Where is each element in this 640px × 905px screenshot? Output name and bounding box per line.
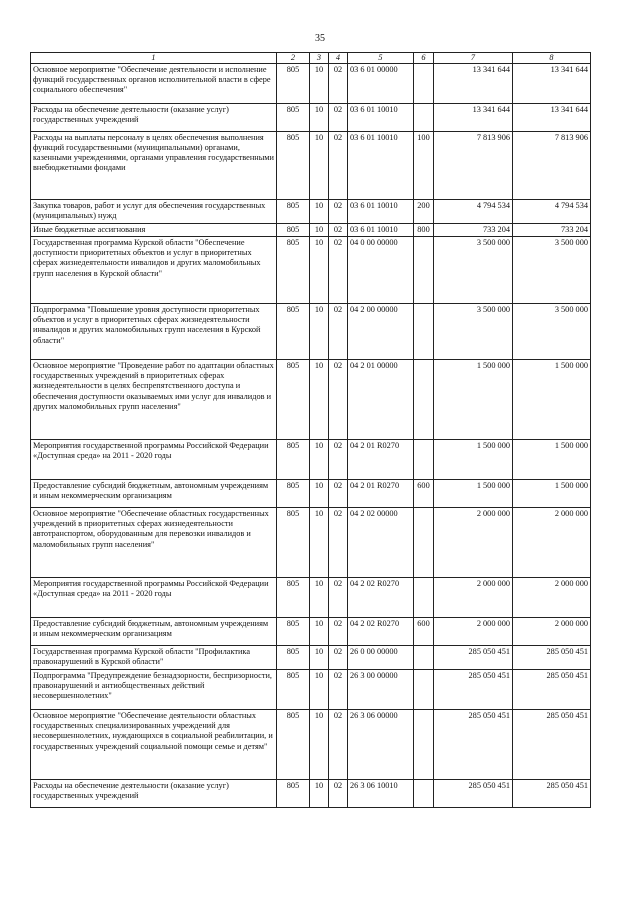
row-amount-2: 1 500 000 bbox=[513, 360, 591, 440]
row-section: 10 bbox=[310, 780, 329, 808]
table-row bbox=[31, 508, 591, 578]
row-amount-2: 285 050 451 bbox=[513, 710, 591, 780]
row-ministry-code: 805 bbox=[277, 780, 310, 808]
row-amount-2: 4 794 534 bbox=[513, 200, 591, 224]
row-amount-1: 285 050 451 bbox=[434, 670, 513, 710]
row-subsection: 02 bbox=[329, 440, 348, 480]
row-name: Иные бюджетные ассигнования bbox=[31, 224, 277, 237]
row-ministry-code: 805 bbox=[277, 304, 310, 360]
row-name: Основное мероприятие "Обеспечение областных государственных учреждений в приоритетных сферах жизнедеятельности автотранспортом, оборудованным для перевозки инвалидов и маломобильных групп населения" bbox=[31, 508, 277, 578]
row-section: 10 bbox=[310, 440, 329, 480]
row-amount-2: 285 050 451 bbox=[513, 780, 591, 808]
row-target-code: 26 3 06 00000 bbox=[348, 710, 414, 780]
row-section: 10 bbox=[310, 646, 329, 670]
row-name: Мероприятия государственной программы Российской Федерации «Доступная среда» на 2011 - 2020 годы bbox=[31, 578, 277, 618]
row-amount-2: 13 341 644 bbox=[513, 104, 591, 132]
row-subsection: 02 bbox=[329, 104, 348, 132]
row-section: 10 bbox=[310, 304, 329, 360]
row-amount-2: 1 500 000 bbox=[513, 440, 591, 480]
row-expense-type bbox=[414, 508, 434, 578]
row-subsection: 02 bbox=[329, 200, 348, 224]
row-subsection: 02 bbox=[329, 618, 348, 646]
row-amount-1: 1 500 000 bbox=[434, 360, 513, 440]
row-subsection: 02 bbox=[329, 480, 348, 508]
table-row bbox=[31, 618, 591, 646]
row-amount-2: 1 500 000 bbox=[513, 480, 591, 508]
row-target-code: 04 2 01 R0270 bbox=[348, 440, 414, 480]
row-subsection: 02 bbox=[329, 646, 348, 670]
row-amount-2: 2 000 000 bbox=[513, 508, 591, 578]
row-amount-2: 733 204 bbox=[513, 224, 591, 237]
row-section: 10 bbox=[310, 480, 329, 508]
row-target-code: 04 2 02 R0270 bbox=[348, 618, 414, 646]
row-subsection: 02 bbox=[329, 237, 348, 304]
row-section: 10 bbox=[310, 224, 329, 237]
row-expense-type bbox=[414, 440, 434, 480]
table-header bbox=[31, 53, 591, 64]
row-name: Подпрограмма "Предупреждение безнадзорности, беспризорности, правонарушений и антиобщественных действий несовершеннолетних" bbox=[31, 670, 277, 710]
row-expense-type: 800 bbox=[414, 224, 434, 237]
row-name: Государственная программа Курской области "Обеспечение доступности приоритетных объектов и услуг в приоритетных сферах жизнедеятельности инвалидов и других маломобильных групп населения в Курской области" bbox=[31, 237, 277, 304]
header-col-4: 4 bbox=[329, 53, 348, 64]
row-amount-2: 285 050 451 bbox=[513, 670, 591, 710]
row-ministry-code: 805 bbox=[277, 200, 310, 224]
row-subsection: 02 bbox=[329, 710, 348, 780]
row-target-code: 04 2 01 00000 bbox=[348, 360, 414, 440]
row-amount-2: 3 500 000 bbox=[513, 304, 591, 360]
row-ministry-code: 805 bbox=[277, 578, 310, 618]
table-row bbox=[31, 670, 591, 710]
row-name: Основное мероприятие "Обеспечение деятельности областных государственных специализированных учреждений для несовершеннолетних, нуждающихся в социальной реабилитации, и государственных учреждений социальной помощи семье и детям" bbox=[31, 710, 277, 780]
row-ministry-code: 805 bbox=[277, 104, 310, 132]
row-expense-type: 100 bbox=[414, 132, 434, 200]
row-section: 10 bbox=[310, 104, 329, 132]
row-amount-1: 13 341 644 bbox=[434, 64, 513, 104]
row-target-code: 03 6 01 10010 bbox=[348, 132, 414, 200]
row-target-code: 04 0 00 00000 bbox=[348, 237, 414, 304]
table-row bbox=[31, 64, 591, 104]
table-row bbox=[31, 480, 591, 508]
row-expense-type: 600 bbox=[414, 480, 434, 508]
header-col-1: 1 bbox=[31, 53, 277, 64]
row-section: 10 bbox=[310, 508, 329, 578]
row-amount-1: 285 050 451 bbox=[434, 646, 513, 670]
header-col-8: 8 bbox=[513, 53, 591, 64]
row-amount-2: 13 341 644 bbox=[513, 64, 591, 104]
row-amount-1: 2 000 000 bbox=[434, 508, 513, 578]
header-col-7: 7 bbox=[434, 53, 513, 64]
row-name: Основное мероприятие "Проведение работ по адаптации областных государственных учреждений в приоритетных сферах жизнедеятельности в целях беспрепятственного доступа и обеспечения доступности оказываемых ими услуг для инвалидов и других маломобильных групп населения" bbox=[31, 360, 277, 440]
row-amount-1: 13 341 644 bbox=[434, 104, 513, 132]
row-target-code: 26 3 06 10010 bbox=[348, 780, 414, 808]
row-name: Предоставление субсидий бюджетным, автономным учреждениям и иным некоммерческим организациям bbox=[31, 480, 277, 508]
row-ministry-code: 805 bbox=[277, 64, 310, 104]
row-amount-1: 2 000 000 bbox=[434, 618, 513, 646]
row-expense-type bbox=[414, 237, 434, 304]
table-row bbox=[31, 360, 591, 440]
row-ministry-code: 805 bbox=[277, 237, 310, 304]
row-target-code: 26 0 00 00000 bbox=[348, 646, 414, 670]
header-col-5: 5 bbox=[348, 53, 414, 64]
header-col-2: 2 bbox=[277, 53, 310, 64]
row-expense-type bbox=[414, 64, 434, 104]
header-col-3: 3 bbox=[310, 53, 329, 64]
table-row bbox=[31, 237, 591, 304]
row-amount-1: 733 204 bbox=[434, 224, 513, 237]
row-name: Предоставление субсидий бюджетным, автономным учреждениям и иным некоммерческим организациям bbox=[31, 618, 277, 646]
row-target-code: 03 6 01 10010 bbox=[348, 224, 414, 237]
row-section: 10 bbox=[310, 132, 329, 200]
table-row bbox=[31, 646, 591, 670]
row-amount-2: 285 050 451 bbox=[513, 646, 591, 670]
row-expense-type bbox=[414, 646, 434, 670]
row-ministry-code: 805 bbox=[277, 670, 310, 710]
row-amount-2: 3 500 000 bbox=[513, 237, 591, 304]
row-ministry-code: 805 bbox=[277, 132, 310, 200]
row-subsection: 02 bbox=[329, 360, 348, 440]
row-expense-type bbox=[414, 104, 434, 132]
table-row bbox=[31, 710, 591, 780]
row-section: 10 bbox=[310, 64, 329, 104]
row-subsection: 02 bbox=[329, 132, 348, 200]
page-number: 35 bbox=[315, 33, 325, 44]
row-ministry-code: 805 bbox=[277, 508, 310, 578]
row-ministry-code: 805 bbox=[277, 360, 310, 440]
table-row bbox=[31, 104, 591, 132]
row-section: 10 bbox=[310, 710, 329, 780]
row-subsection: 02 bbox=[329, 780, 348, 808]
row-amount-1: 2 000 000 bbox=[434, 578, 513, 618]
row-expense-type: 200 bbox=[414, 200, 434, 224]
row-amount-2: 2 000 000 bbox=[513, 578, 591, 618]
row-ministry-code: 805 bbox=[277, 440, 310, 480]
row-name: Закупка товаров, работ и услуг для обеспечения государственных (муниципальных) нужд bbox=[31, 200, 277, 224]
row-section: 10 bbox=[310, 670, 329, 710]
row-section: 10 bbox=[310, 618, 329, 646]
table-row bbox=[31, 132, 591, 200]
row-ministry-code: 805 bbox=[277, 618, 310, 646]
table-row bbox=[31, 224, 591, 237]
row-name: Государственная программа Курской области "Профилактика правонарушений в Курской области" bbox=[31, 646, 277, 670]
row-amount-1: 3 500 000 bbox=[434, 304, 513, 360]
row-target-code: 04 2 01 R0270 bbox=[348, 480, 414, 508]
row-expense-type bbox=[414, 578, 434, 618]
row-section: 10 bbox=[310, 200, 329, 224]
row-name: Основное мероприятие "Обеспечение деятельности и исполнение функций государственных органов исполнительной власти в сфере социального обеспечения" bbox=[31, 64, 277, 104]
row-name: Расходы на обеспечение деятельности (оказание услуг) государственных учреждений bbox=[31, 104, 277, 132]
table-row bbox=[31, 780, 591, 808]
row-ministry-code: 805 bbox=[277, 646, 310, 670]
row-expense-type: 600 bbox=[414, 618, 434, 646]
row-name: Подпрограмма "Повышение уровня доступности приоритетных объектов и услуг в приоритетных сферах жизнедеятельности инвалидов и других маломобильных групп населения в Курской области" bbox=[31, 304, 277, 360]
row-subsection: 02 bbox=[329, 578, 348, 618]
row-section: 10 bbox=[310, 360, 329, 440]
row-amount-1: 3 500 000 bbox=[434, 237, 513, 304]
row-amount-1: 7 813 906 bbox=[434, 132, 513, 200]
row-section: 10 bbox=[310, 578, 329, 618]
row-target-code: 03 6 01 10010 bbox=[348, 104, 414, 132]
header-col-6: 6 bbox=[414, 53, 434, 64]
row-target-code: 26 3 00 00000 bbox=[348, 670, 414, 710]
row-expense-type bbox=[414, 360, 434, 440]
row-target-code: 03 6 01 00000 bbox=[348, 64, 414, 104]
row-amount-1: 285 050 451 bbox=[434, 710, 513, 780]
table-row bbox=[31, 440, 591, 480]
row-ministry-code: 805 bbox=[277, 710, 310, 780]
row-amount-2: 7 813 906 bbox=[513, 132, 591, 200]
row-expense-type bbox=[414, 304, 434, 360]
row-amount-1: 1 500 000 bbox=[434, 480, 513, 508]
row-subsection: 02 bbox=[329, 64, 348, 104]
row-subsection: 02 bbox=[329, 304, 348, 360]
row-expense-type bbox=[414, 710, 434, 780]
row-amount-1: 1 500 000 bbox=[434, 440, 513, 480]
row-name: Расходы на выплаты персоналу в целях обеспечения выполнения функций государственными (муниципальными) органами, казенными учреждениями, органами управления государственными внебюджетными фондами bbox=[31, 132, 277, 200]
row-target-code: 04 2 02 00000 bbox=[348, 508, 414, 578]
row-section: 10 bbox=[310, 237, 329, 304]
header-row bbox=[31, 53, 591, 64]
row-amount-1: 285 050 451 bbox=[434, 780, 513, 808]
row-expense-type bbox=[414, 670, 434, 710]
row-target-code: 04 2 02 R0270 bbox=[348, 578, 414, 618]
row-target-code: 03 6 01 10010 bbox=[348, 200, 414, 224]
row-subsection: 02 bbox=[329, 508, 348, 578]
budget-table bbox=[30, 52, 591, 808]
row-subsection: 02 bbox=[329, 670, 348, 710]
row-name: Мероприятия государственной программы Российской Федерации «Доступная среда» на 2011 - 2020 годы bbox=[31, 440, 277, 480]
row-name: Расходы на обеспечение деятельности (оказание услуг) государственных учреждений bbox=[31, 780, 277, 808]
row-amount-2: 2 000 000 bbox=[513, 618, 591, 646]
table-row bbox=[31, 304, 591, 360]
row-ministry-code: 805 bbox=[277, 224, 310, 237]
row-target-code: 04 2 00 00000 bbox=[348, 304, 414, 360]
row-amount-1: 4 794 534 bbox=[434, 200, 513, 224]
row-expense-type bbox=[414, 780, 434, 808]
row-ministry-code: 805 bbox=[277, 480, 310, 508]
table-row bbox=[31, 578, 591, 618]
row-subsection: 02 bbox=[329, 224, 348, 237]
table-row bbox=[31, 200, 591, 224]
table-body bbox=[31, 64, 591, 808]
